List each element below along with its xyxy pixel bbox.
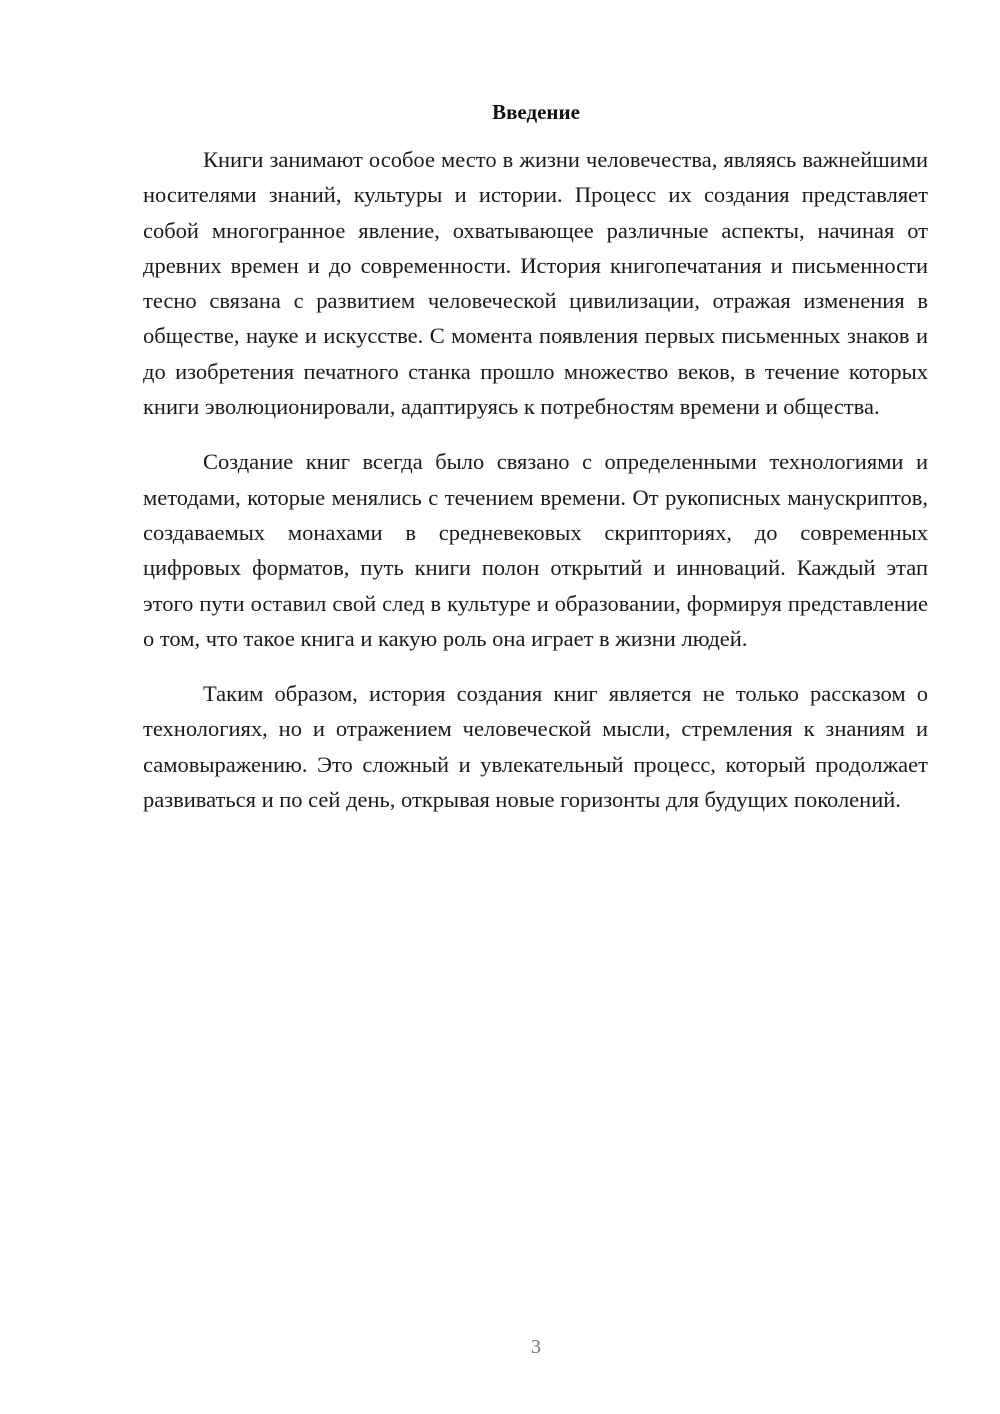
paragraph-2: Создание книг всегда было связано с определенными технологиями и методами, которые менялись с течением времени. От рукописных манускриптов, создаваемых монахами в средневековых скрипториях, до современных цифровых форматов, путь книги полон открытий и инноваций. Каждый этап этого пути оставил свой след в культуре и образовании, формируя представление о том, что такое книга и какую роль она играет в жизни людей. bbox=[143, 449, 928, 651]
paragraph-1: Книги занимают особое место в жизни человечества, являясь важнейшими носителями знаний, культуры и истории. Процесс их создания представляет собой многогранное явление, охватывающее различные аспекты, начиная от древних времен и до современности. История книгопечатания и письменности тесно связана с развитием человеческой цивилизации, отражая изменения в обществе, науке и искусстве. С момента появления первых письменных знаков и до изобретения печатного станка прошло множество веков, в течение которых книги эволюционировали, адаптируясь к потребностям времени и общества. bbox=[143, 147, 928, 420]
page-number: 3 bbox=[531, 1336, 541, 1358]
paragraph-3: Таким образом, история создания книг является не только рассказом о технологиях, но и отражением человеческой мысли, стремления к знаниям и самовыражению. Это сложный и увлекательный процесс, который продолжает развиваться и по сей день, открывая новые горизонты для будущих поколений. bbox=[143, 681, 928, 813]
body-text bbox=[143, 142, 928, 837]
section-title: Введение bbox=[492, 100, 580, 124]
